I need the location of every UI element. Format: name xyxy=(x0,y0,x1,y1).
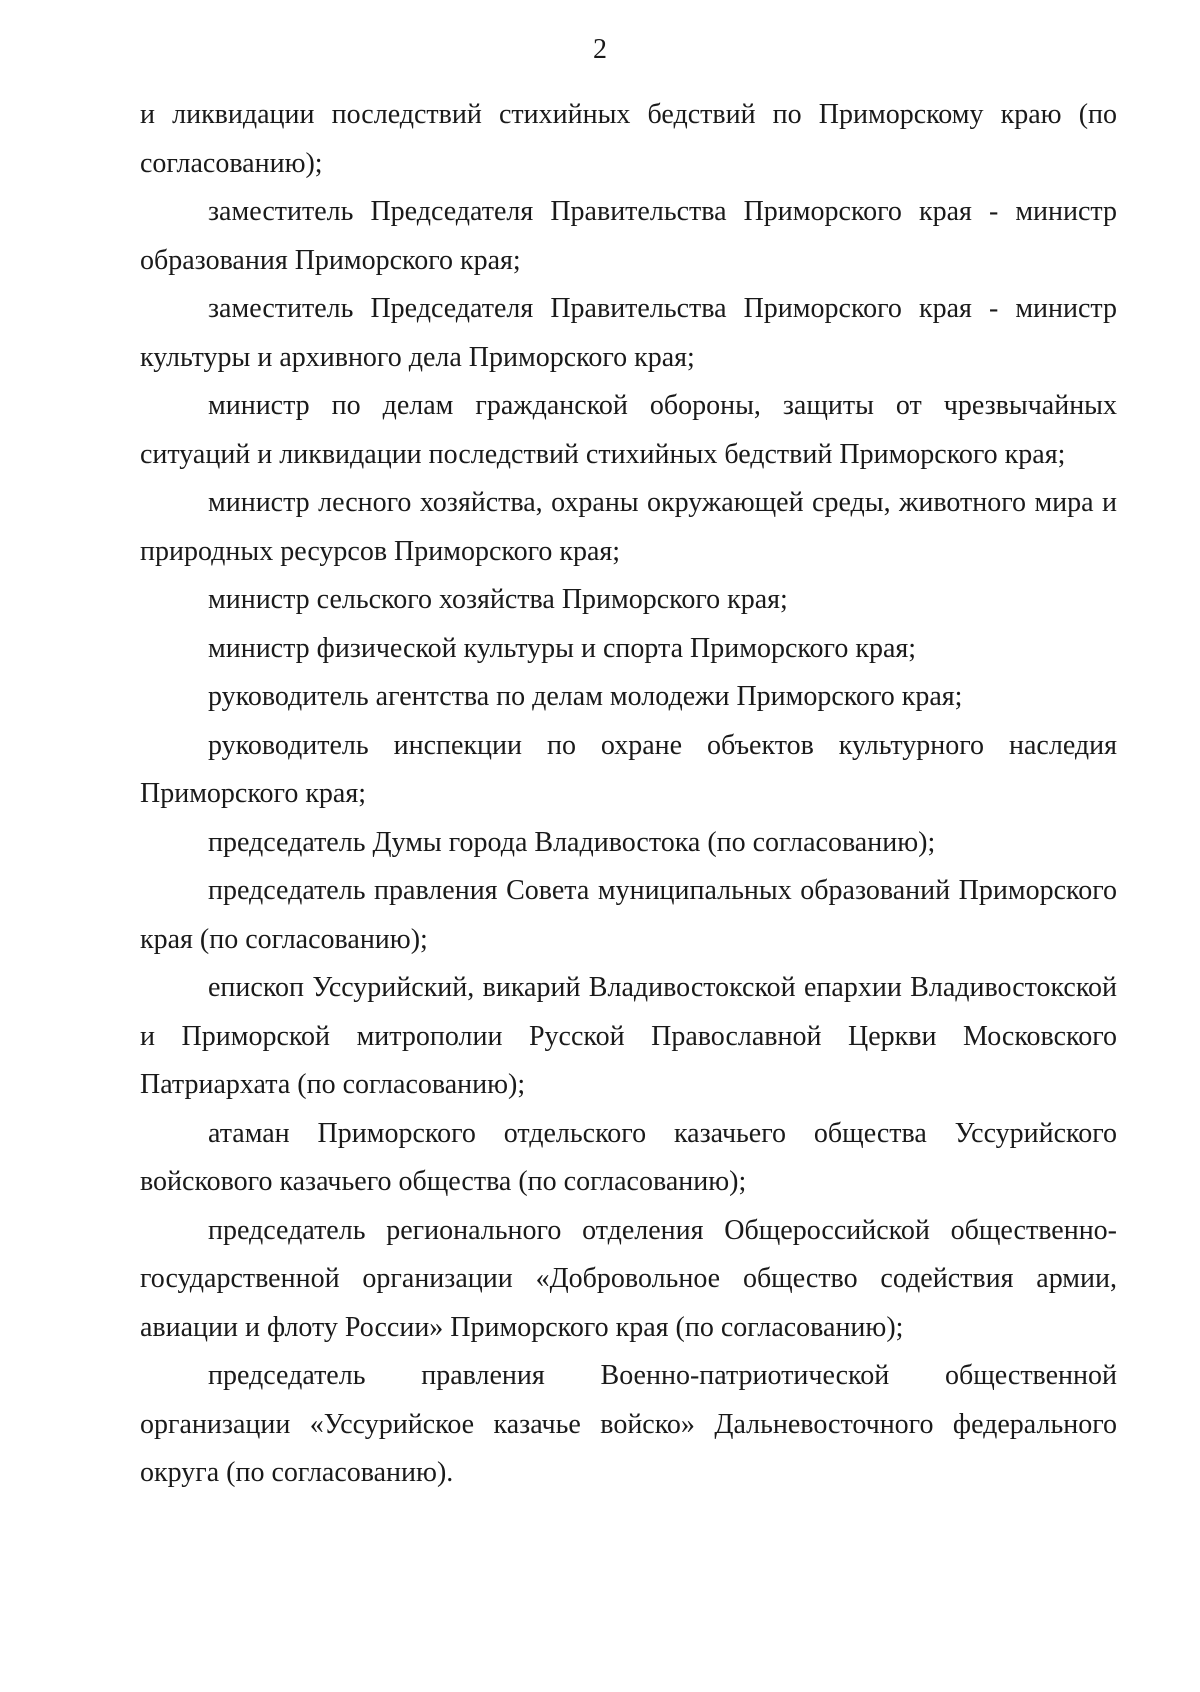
list-item: министр физической культуры и спорта Приморского края; xyxy=(208,632,917,664)
list-item: епископ Уссурийский, викарий Владивостокской епархии Владивостокской и Приморской митрополии Русской Православной Церкви Московского Патриархата (по согласованию); xyxy=(140,972,1117,1100)
list-item: министр по делам гражданской обороны, защиты от чрезвычайных ситуаций и ликвидации последствий стихийных бедствий Приморского края; xyxy=(140,390,1117,470)
list-item: руководитель инспекции по охране объектов культурного наследия Приморского края; xyxy=(140,729,1117,809)
list-item: руководитель агентства по делам молодежи Приморского края; xyxy=(208,681,963,712)
list-item: и ликвидации последствий стихийных бедствий по Приморскому краю (по согласованию); xyxy=(140,99,1117,179)
page-number: 2 xyxy=(593,34,607,65)
list-item: председатель Думы города Владивостока (по согласованию); xyxy=(208,826,936,858)
list-item: заместитель Председателя Правительства Приморского края - министр образования Приморского края; xyxy=(140,196,1117,276)
list-item: атаман Приморского отдельского казачьего общества Уссурийского войскового казачьего общества (по согласованию); xyxy=(140,1117,1117,1197)
list-item: председатель правления Военно-патриотической общественной организации «Уссурийское казачье войско» Дальневосточного федерального округа (по согласованию). xyxy=(140,1360,1117,1488)
list-item: министр лесного хозяйства, охраны окружающей среды, животного мира и природных ресурсов Приморского края; xyxy=(140,487,1117,567)
list-item: председатель правления Совета муниципальных образований Приморского края (по согласованию); xyxy=(140,875,1117,955)
list-item: председатель регионального отделения Общероссийской общественно-государственной организации «Добровольное общество содействия армии, авиации и флоту России» Приморского края (по согласованию); xyxy=(140,1214,1117,1343)
list-item: министр сельского хозяйства Приморского края; xyxy=(208,584,788,615)
document-body xyxy=(140,91,1117,1498)
list-item: заместитель Председателя Правительства Приморского края - министр культуры и архивного дела Приморского края; xyxy=(140,293,1117,373)
